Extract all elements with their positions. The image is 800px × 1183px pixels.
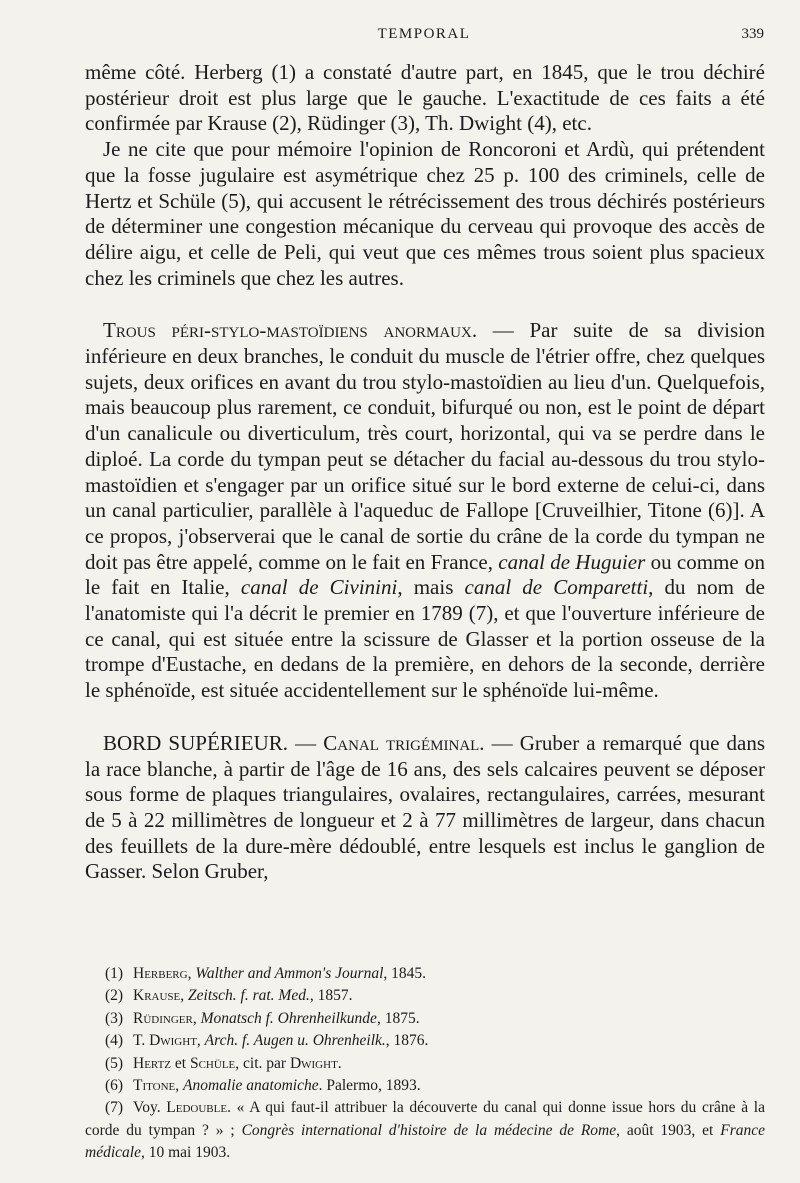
paragraph-3-text-d: , du nom de l'anatomiste qui l'a décrit le premier en 1789 (7), et que l'ouverture inférieure de ce canal, qui est située entre la scissure de Glasser et la portion osseuse de la trompe d'Eustache, en dedans de la première, en dehors de la seconde, derrière le sphénoïde, est située accidentellement sur le sphénoïde lui-même. (85, 575, 765, 703)
footnote-7 (85, 1097, 765, 1164)
footnote-5 (105, 1053, 765, 1075)
footnote-6 (105, 1075, 765, 1097)
footnote-separator: , (192, 1009, 201, 1027)
footnote-author: Herberg (133, 965, 188, 982)
footnote-separator: , (180, 987, 189, 1005)
footnote-separator: et (171, 1054, 190, 1072)
section-heading-bord: BORD SUPÉRIEUR. (103, 730, 289, 755)
footnote-number: (1) (105, 965, 124, 982)
footnote-end: . (337, 1054, 342, 1072)
footnote-number: (4) (105, 1032, 124, 1050)
footnote-3 (105, 1008, 765, 1030)
footnote-author: Ledouble (166, 1099, 228, 1117)
footnote-title: Monatsch f. Ohrenheilkunde (200, 1009, 377, 1027)
paragraph-4-text: — Gruber a remarqué que dans la race blanche, à partir de l'âge de 16 ans, des sels calcaires peuvent se déposer sous forme de plaques triangulaires, ovalaires, rectangulaires, carrées, mesurant de 5 à 22 millimètres de longueur et 2 à 77 millimètres de largeur, dans chacun des feuillets de la dure-mère dédoublé, entre lesquels est inclus le ganglion de Gasser. Selon Gruber, (85, 730, 765, 884)
section-heading-trous: Trous péri-stylo-mastoïdiens anormaux. (103, 318, 478, 343)
term-canal-civinini: canal de Civinini (240, 575, 398, 600)
footnote-title: Congrès international d'histoire de la médecine de Rome (241, 1121, 617, 1139)
paragraph-1: même côté. Herberg (1) a constaté d'autre part, en 1845, que le trou déchiré postérieur droit est plus large que le gauche. L'exactitude de ces faits a été confirmée par Krause (2), Rüdinger (3), Th. Dwight (4), etc. (85, 60, 765, 136)
footnote-lead: Voy. (133, 1099, 167, 1117)
footnote-4 (105, 1030, 765, 1052)
footnote-number: (6) (105, 1077, 124, 1095)
footnote-title: Walther and Ammon's Journal (195, 965, 384, 982)
footnote-separator: , (175, 1077, 184, 1095)
footnote-2 (105, 985, 765, 1007)
main-text (85, 60, 765, 885)
paragraph-3-text-a: — Par suite de sa division inférieure en deux branches, le conduit du muscle de l'étrier offre, chez quelques sujets, deux orifices en avant du trou stylo-mastoïdien au lieu d'un. Quelquefois, mais beaucoup plus rarement, ce conduit, bifurqué ou non, est le point de départ d'un canalicule ou diverticulum, très court, horizontal, qui va se perdre dans le diploé. La corde du tympan peut se détacher du facial au-dessous du trou stylo-mastoïdien et s'engager par un orifice situé sur le bord externe de celui-ci, dans un canal particulier, parallèle à l'aqueduc de Fallope [Cruveilhier, Titone (6)]. A ce propos, j'observerai que le canal de sortie du crâne de la corde du tympan ne doit pas être appelé, comme on le fait en France, (85, 318, 765, 574)
footnotes (85, 963, 765, 1165)
running-title: TEMPORAL (377, 26, 471, 42)
footnote-middle: , août 1903, et (616, 1121, 721, 1139)
paragraph-2: Je ne cite que pour mémoire l'opinion de Roncoroni et Ardù, qui prétendent que la fosse jugulaire est asymétrique chez 25 p. 100 des criminels, celle de Hertz et Schüle (5), qui accusent le rétrécissement des trous déchirés postérieurs de déterminer une congestion mécanique du cerveau qui provoque des accès de délire aigu, et celle de Peli, qui veut que ces mêmes trous soient plus spacieux chez les criminels que chez les autres. (85, 137, 765, 290)
footnote-author: Rüdinger (133, 1009, 193, 1027)
footnote-number: (7) (105, 1099, 124, 1117)
footnote-tail: , 1875. (376, 1009, 420, 1027)
footnote-number: (2) (105, 987, 124, 1005)
term-canal-comparetti: canal de Comparetti (464, 575, 649, 600)
footnote-title: Anomalie anatomiche (183, 1077, 319, 1095)
subheading-canal-trigeminal: Canal trigéminal. (323, 730, 485, 755)
footnote-title-2: France médicale (85, 1121, 765, 1162)
footnote-author: T. Dwight (133, 1032, 197, 1050)
term-canal-huguier: canal de Huguier (498, 549, 646, 574)
heading-dash: — (288, 730, 324, 755)
footnote-separator: , (196, 1032, 205, 1050)
footnote-tail: , 1845. (383, 965, 426, 982)
footnote-middle: , cit. par (235, 1054, 290, 1072)
paragraph-3-text-c: , mais (397, 575, 465, 600)
footnote-1 (105, 963, 765, 985)
footnote-author: Krause (133, 987, 181, 1005)
footnote-title: Zeitsch. f. rat. Med. (188, 987, 310, 1005)
page-number: 339 (741, 26, 764, 42)
footnote-end: , 10 mai 1903. (140, 1144, 231, 1162)
footnote-author-2: Schüle (189, 1054, 236, 1072)
footnote-title: Arch. f. Augen u. Ohrenheilk. (204, 1032, 386, 1050)
footnote-number: (3) (105, 1009, 124, 1027)
footnote-author: Titone (133, 1077, 176, 1095)
footnote-author: Hertz (133, 1054, 172, 1072)
footnote-quote: . « A qui faut-il attribuer la découverte du canal qui donne issue hors du crâne à la corde du tympan ? » ; (85, 1099, 765, 1139)
paragraph-3-text-b: ou comme on le fait en Italie, (85, 549, 765, 600)
footnote-separator: , (187, 965, 196, 982)
footnote-tail: , 1857. (309, 987, 353, 1005)
paragraph-4 (85, 731, 765, 885)
footnote-tail: , 1876. (385, 1032, 429, 1050)
footnote-number: (5) (105, 1054, 124, 1072)
footnote-author-3: Dwight (289, 1054, 338, 1072)
footnote-tail: . Palermo, 1893. (318, 1077, 421, 1095)
paragraph-3 (85, 318, 765, 704)
page-header (84, 26, 764, 50)
